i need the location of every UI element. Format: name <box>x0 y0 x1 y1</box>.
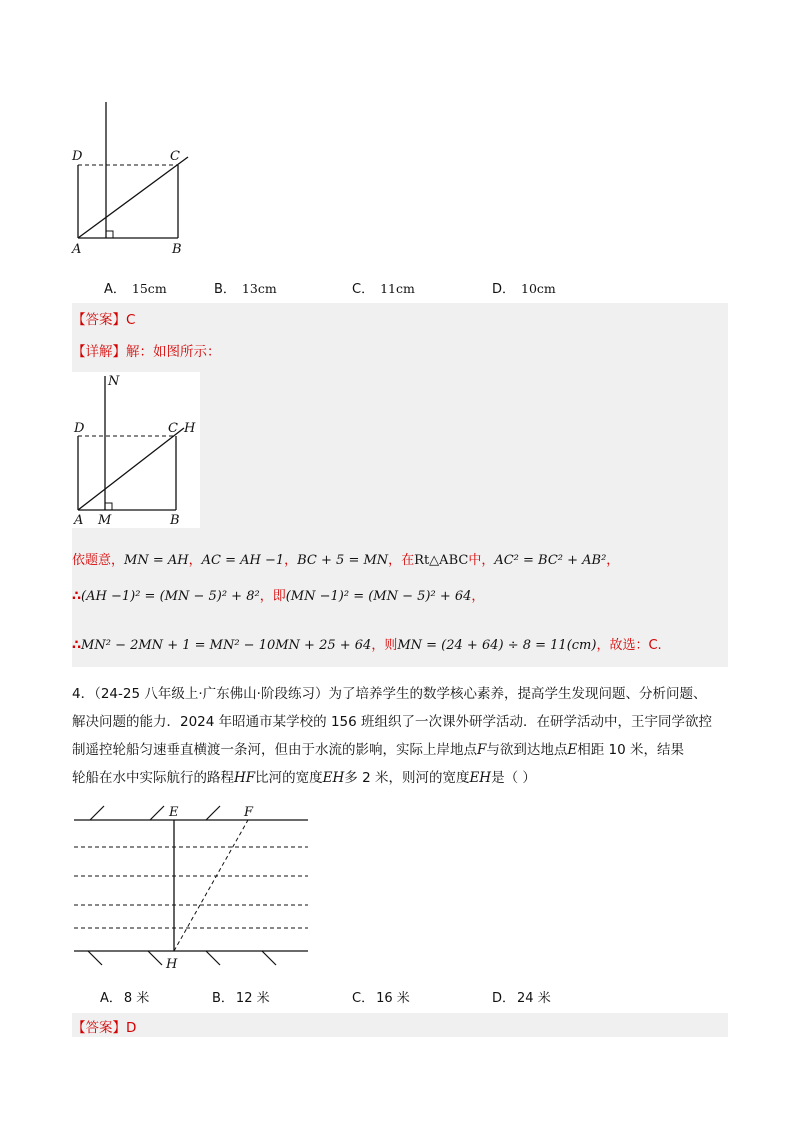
q3-option-c: C． 11cm <box>352 281 415 297</box>
q4-option-b: B． 12 米 <box>212 991 270 1006</box>
q4-answer: 【答案】D <box>72 1020 137 1036</box>
label-e: E <box>169 805 179 820</box>
q4-option-c: C． 16 米 <box>352 991 410 1006</box>
label-m: M <box>98 513 112 528</box>
figure-rectangle-abcd <box>70 100 200 260</box>
q4-option-d: D． 24 米 <box>492 991 551 1006</box>
figure-solution-diagram <box>72 372 200 528</box>
label-d: D <box>72 149 83 164</box>
solution-line-2: ∴(AH −1)² = (MN − 5)² + 8²，即(MN −1)² = (MN − 5)² + 64， <box>72 589 485 604</box>
label-f: F <box>244 805 254 820</box>
label-h: H <box>184 421 196 436</box>
label-n: N <box>108 374 120 389</box>
q4-option-a: A． 8 米 <box>100 991 150 1006</box>
q3-option-a: A． 15cm <box>104 281 167 297</box>
question-4-text: 4．（24-25 八年级上·广东佛山·阶段练习）为了培养学生的数学核心素养，提高学生发现问题、分析问题、 解决问题的能力．2024 年昭通市某学校的 156 班组织了一次课外研学活动．在研学活动中，王宇同学欲控 制遥控轮船匀速垂直横渡一条河，但由于水流的影响，实际上岸地点F与欲到达地点E相距 10 米，结果 轮船在水中实际航行的路程HF比河的宽度EH多 2 米，则河的宽度EH是（ ） <box>72 686 712 786</box>
label-a: A <box>72 242 82 257</box>
q3-option-d: D． 10cm <box>492 281 556 297</box>
label-d: D <box>74 421 85 436</box>
q3-option-b: B． 13cm <box>214 281 277 297</box>
figure-river-diagram <box>70 800 315 975</box>
label-a: A <box>74 513 84 528</box>
label-c: C <box>168 421 178 436</box>
q4-answer-box <box>72 1013 728 1037</box>
q3-detail-heading: 【详解】解：如图所示： <box>72 344 221 360</box>
label-c: C <box>170 149 180 164</box>
label-b: B <box>170 513 180 528</box>
label-b: B <box>172 242 182 257</box>
solution-line-3: ∴MN² − 2MN + 1 = MN² − 10MN + 25 + 64，则MN = (24 + 64) ÷ 8 = 11(cm)，故选：C. <box>72 638 662 653</box>
q3-answer: 【答案】C <box>72 312 136 328</box>
label-h: H <box>166 957 178 972</box>
solution-line-1: 依题意，MN = AH，AC = AH −1，BC + 5 = MN，在Rt△ABC中，AC² = BC² + AB²， <box>72 553 620 568</box>
